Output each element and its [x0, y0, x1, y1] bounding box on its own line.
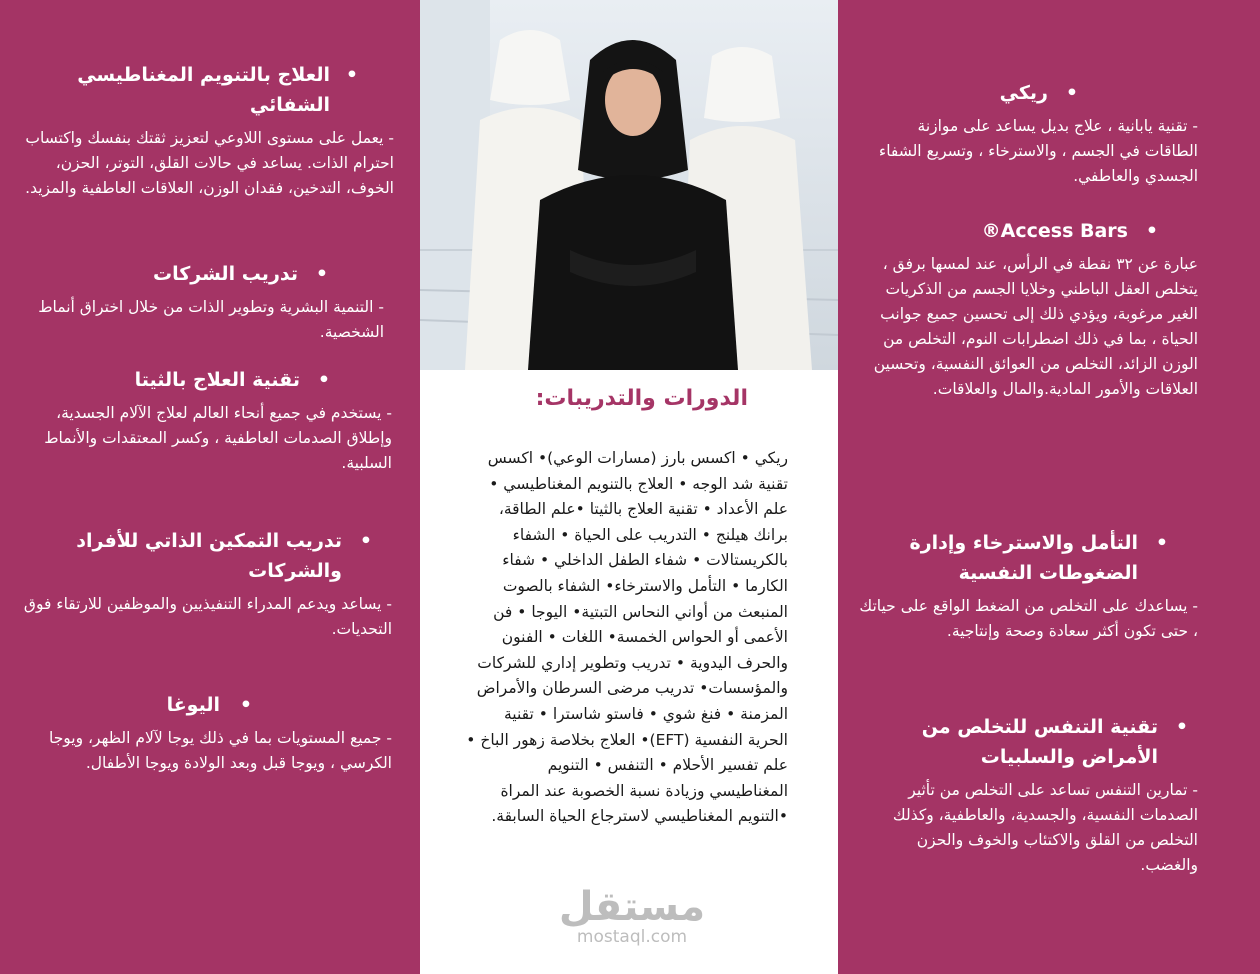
section-title: Access Bars®: [981, 220, 1128, 242]
section-theta-healing: [22, 365, 392, 476]
section-self-empowerment: [22, 526, 392, 642]
section-title: تدريب التمكين الذاتي للأفراد والشركات: [76, 530, 342, 582]
section-title: تقنية التنفس للتخلص من الأمراض والسلبيات: [921, 716, 1158, 768]
left-panel: [0, 0, 420, 974]
section-title: تدريب الشركات: [153, 263, 298, 285]
courses-heading: الدورات والتدريبات:: [535, 386, 748, 411]
bullet-icon: •: [239, 694, 252, 716]
section-title: تقنية العلاج بالثيتا: [134, 369, 300, 391]
section-access-bars: [858, 216, 1198, 402]
section-body: - جميع المستويات بما في ذلك يوجا لآلام الظهر، ويوجا الكرسي ، ويوجا قبل وبعد الولادة ويوجا الأطفال.: [48, 729, 392, 772]
team-photo: [420, 0, 838, 370]
section-yoga: [22, 690, 392, 776]
bullet-icon: •: [1065, 82, 1078, 104]
bullet-icon: •: [1155, 532, 1168, 554]
bullet-icon: •: [1175, 716, 1188, 738]
bullet-icon: •: [359, 530, 372, 552]
section-corporate-training: [24, 259, 384, 345]
middle-panel: [420, 0, 838, 974]
courses-list: ريكي • اكسس بارز (مسارات الوعي)• اكسس تقنية شد الوجه • العلاج بالتنويم المغناطيسي • علم الأعداد • تقنية العلاج بالثيتا •علم الطاقة، برانك هيلنج • التدريب على الحياة • الشفاء بالكريستالات • شفاء الطفل الداخلي • شفاء الكارما • التأمل والاسترخاء• الشفاء بالصوت المنبعث من أواني النحاس التبتية• اليوجا • فن الأعمى أو الحواس الخمسة• اللغات • الفنون والحرف اليدوية • تدريب وتطوير إداري للشركات والمؤسسات• تدريب مرضى السرطان والأمراض المزمنة • فنغ شوي • فاستو شاسترا • تقنية الحرية النفسية (EFT)• العلاج بخلاصة زهور الباخ • علم تفسير الأحلام • التنفس • التنويم المغناطيسي وزيادة نسبة الخصوبة عند المراة •التنويم المغناطيسي لاسترجاع الحياة السابقة.: [466, 449, 788, 826]
section-body: - تقنية يابانية ، علاج بديل يساعد على موازنة الطاقات في الجسم ، والاسترخاء ، وتسريع الشفاء الجسدي والعاطفي.: [878, 117, 1198, 185]
section-body: - يساعد ويدعم المدراء التنفيذيين والموظفين للارتقاء فوق التحديات.: [23, 595, 392, 638]
section-meditation: [858, 528, 1198, 644]
bullet-icon: •: [345, 64, 358, 86]
watermark-arabic: مستقل: [558, 884, 706, 930]
team-photo-illustration: [420, 0, 838, 370]
section-body: - يساعدك على التخلص من الضغط الواقع على حياتك ، حتى تكون أكثر سعادة وصحة وإنتاجية.: [859, 597, 1198, 640]
watermark-latin: mostaql.com: [576, 927, 688, 947]
right-panel: [838, 0, 1260, 974]
section-title: التأمل والاسترخاء وإدارة الضغوطات النفسية: [909, 532, 1138, 584]
bullet-icon: •: [1145, 220, 1158, 242]
section-reiki: [868, 78, 1198, 189]
section-breathing: [858, 712, 1198, 878]
mostaql-watermark: [552, 886, 712, 946]
section-body: - التنمية البشرية وتطوير الذات من خلال اختراق أنماط الشخصية.: [38, 298, 384, 341]
section-title: العلاج بالتنويم المغناطيسي الشفائي: [77, 64, 330, 116]
section-title: ريكي: [999, 82, 1048, 104]
section-body: - يستخدم في جميع أنحاء العالم لعلاج الآلام الجسدية، وإطلاق الصدمات العاطفية ، وكسر المعتقدات والأنماط السلبية.: [44, 404, 392, 472]
section-title: اليوغا: [166, 694, 220, 716]
section-hypnotherapy: [24, 60, 394, 201]
section-body: - تمارين التنفس تساعد على التخلص من تأثير الصدمات النفسية، والجسدية، والعاطفية، وكذلك التخلص من القلق والاكتئاب والخوف والحزن والغضب.: [892, 781, 1198, 874]
bullet-icon: •: [315, 263, 328, 285]
bullet-icon: •: [317, 369, 330, 391]
section-body: - يعمل على مستوى اللاوعي لتعزيز ثقتك بنفسك واكتساب احترام الذات. يساعد في حالات القلق، التوتر، الحزن، الخوف، التدخين، فقدان الوزن، العلاقات العاطفية والمزيد.: [25, 129, 394, 197]
section-body: عبارة عن ٣٢ نقطة في الرأس، عند لمسها برفق ، يتخلص العقل الباطني وخلايا الجسم من الذكريات الغير مرغوبة، ويؤدي ذلك إلى تحسين جميع جوانب الحياة ، بما في ذلك اضطرابات النوم، التخلص من الوزن الزائد، التخلص من العوائق النفسية، وتحسين العلاقات والأمور المادية.والمال والعلاقات.: [873, 255, 1198, 398]
